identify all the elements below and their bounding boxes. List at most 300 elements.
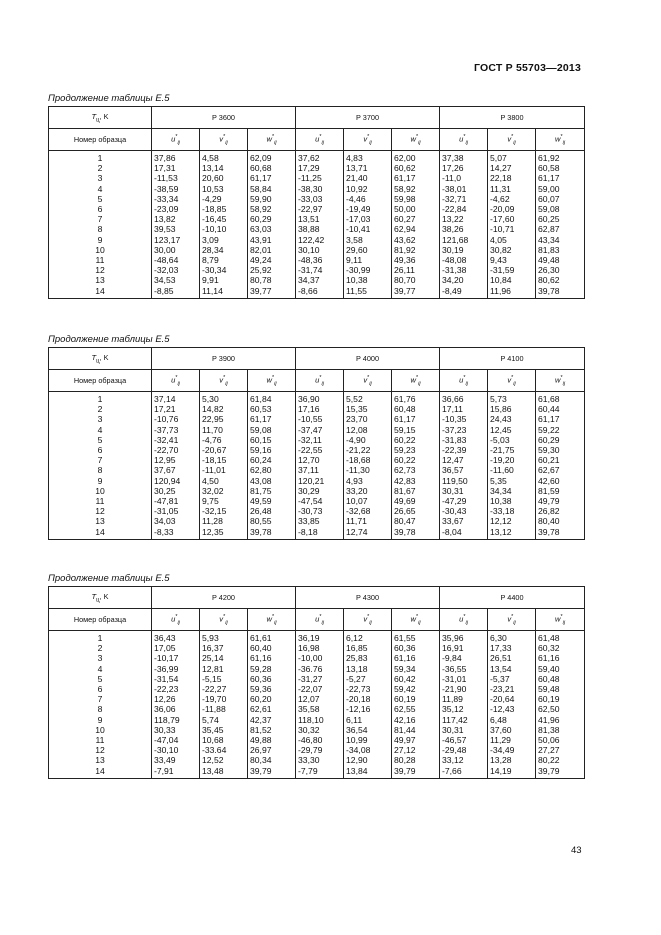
coordinate-value: 9,75: [200, 496, 248, 506]
coordinate-value: -32,11: [296, 435, 344, 445]
coordinate-value: 17,21: [152, 404, 200, 414]
sample-number: 3: [49, 414, 152, 424]
coordinate-value: -47,54: [296, 496, 344, 506]
sample-number: 8: [49, 465, 152, 475]
coordinate-value: -20,09: [488, 204, 536, 214]
coordinate-value: 14,19: [488, 766, 536, 779]
coordinate-header: $u^*_{ij}$: [440, 129, 488, 151]
coordinate-value: -10,17: [152, 653, 200, 663]
coordinate-header: $u^*_{ij}$: [440, 370, 488, 392]
coordinate-value: -31,05: [152, 506, 200, 516]
coordinate-value: -7,66: [440, 766, 488, 779]
coordinate-value: 60,22: [392, 435, 440, 445]
coordinate-value: -31,83: [440, 435, 488, 445]
coordinate-value: 58,92: [392, 184, 440, 194]
coord-symbol: v: [363, 374, 368, 384]
sample-number: 5: [49, 435, 152, 445]
coordinate-value: 60,21: [536, 455, 585, 465]
coordinate-value: 59,90: [248, 194, 296, 204]
coordinate-value: -32,41: [152, 435, 200, 445]
coordinate-value: -34,08: [344, 745, 392, 755]
coordinate-value: 50,00: [392, 204, 440, 214]
coordinate-value: 61,92: [536, 151, 585, 164]
coordinate-header: $u^*_{ij}$: [296, 609, 344, 631]
sample-number: 13: [49, 275, 152, 285]
coordinate-value: 29,60: [344, 245, 392, 255]
sample-number: 2: [49, 163, 152, 173]
coordinate-value: 60,22: [392, 455, 440, 465]
coordinate-value: 80,62: [536, 275, 585, 285]
coordinate-value: -10,71: [488, 224, 536, 234]
coordinate-value: 5,07: [488, 151, 536, 164]
coord-symbol: w: [555, 133, 561, 143]
coordinate-value: 118,79: [152, 715, 200, 725]
coordinate-value: -5,27: [344, 674, 392, 684]
coordinate-value: 49,69: [392, 496, 440, 506]
coordinate-value: -36,55: [440, 664, 488, 674]
coordinate-value: 39,78: [392, 527, 440, 540]
coordinate-value: 59,42: [392, 684, 440, 694]
coordinate-value: -8,66: [296, 286, 344, 299]
coordinate-value: 17,33: [488, 643, 536, 653]
sample-number-header: Номер образца: [49, 129, 152, 151]
coordinate-value: -8,85: [152, 286, 200, 299]
coordinate-value: 39,79: [536, 766, 585, 779]
coordinate-value: 30,19: [440, 245, 488, 255]
coordinate-value: -19,49: [344, 204, 392, 214]
coordinate-value: -30,73: [296, 506, 344, 516]
coordinate-value: 62,50: [536, 704, 585, 714]
coordinate-value: 9,11: [344, 255, 392, 265]
sample-number-header: Номер образца: [49, 370, 152, 392]
table-row: [49, 684, 585, 694]
coordinate-value: -16,45: [200, 214, 248, 224]
coordinate-value: -47,04: [152, 735, 200, 745]
coordinate-value: 16,85: [344, 643, 392, 653]
table-row: [49, 745, 585, 755]
coordinate-value: -11,53: [152, 173, 200, 183]
table-row: [49, 275, 585, 285]
temp-unit: , K: [99, 591, 109, 601]
coordinate-value: 81,59: [536, 486, 585, 496]
coordinate-value: 37,86: [152, 151, 200, 164]
coordinate-value: -37,47: [296, 425, 344, 435]
coordinate-value: 42,16: [392, 715, 440, 725]
coordinate-value: 33,20: [344, 486, 392, 496]
table-row: [49, 715, 585, 725]
coordinate-value: 11,55: [344, 286, 392, 299]
coordinate-value: 22,18: [488, 173, 536, 183]
coordinate-value: -19,70: [200, 694, 248, 704]
table-row: [49, 674, 585, 684]
table-row: [49, 224, 585, 234]
coord-symbol: u: [171, 133, 176, 143]
table-row: [49, 486, 585, 496]
coordinate-header: $w^*_{ij}$: [536, 129, 585, 151]
coordinate-value: 63,03: [248, 224, 296, 234]
coordinate-value: -10,76: [152, 414, 200, 424]
coordinate-value: 33,12: [440, 755, 488, 765]
table-row: [49, 694, 585, 704]
table-row: [49, 214, 585, 224]
coord-symbol: v: [507, 133, 512, 143]
coordinate-value: 13,18: [344, 664, 392, 674]
coordinate-value: 60,36: [248, 674, 296, 684]
coordinate-value: -30,34: [200, 265, 248, 275]
coordinate-value: 60,29: [248, 214, 296, 224]
coordinate-value: 16,37: [200, 643, 248, 653]
coordinate-value: 61,16: [248, 653, 296, 663]
coordinate-value: 4,58: [200, 151, 248, 164]
coordinate-value: 62,73: [392, 465, 440, 475]
coordinate-value: -17,03: [344, 214, 392, 224]
coordinate-value: 12,45: [488, 425, 536, 435]
coordinate-value: 11,70: [200, 425, 248, 435]
coordinate-value: 4,50: [200, 476, 248, 486]
coordinate-value: 16,91: [440, 643, 488, 653]
coordinate-value: 60,19: [536, 694, 585, 704]
coordinate-header: $w^*_{ij}$: [392, 370, 440, 392]
coordinate-value: 60,62: [392, 163, 440, 173]
sample-number: 10: [49, 245, 152, 255]
table-row: [49, 404, 585, 414]
coordinate-value: -9,84: [440, 653, 488, 663]
coordinate-value: 27,27: [536, 745, 585, 755]
coordinate-header: $u^*_{ij}$: [152, 609, 200, 631]
coordinate-header: $v^*_{ij}$: [488, 609, 536, 631]
coordinate-value: -4,90: [344, 435, 392, 445]
coordinate-value: 80,70: [392, 275, 440, 285]
coordinate-value: -23,09: [152, 204, 200, 214]
table-row: [49, 643, 585, 653]
coordinate-value: 8,79: [200, 255, 248, 265]
sample-number: 4: [49, 664, 152, 674]
coordinate-value: -33,34: [152, 194, 200, 204]
coord-subscript: ij: [513, 139, 516, 146]
coordinate-value: 50,06: [536, 735, 585, 745]
coordinate-value: 17,16: [296, 404, 344, 414]
coordinate-header: $v^*_{ij}$: [488, 370, 536, 392]
coordinate-value: -30,99: [344, 265, 392, 275]
coordinate-value: 120,94: [152, 476, 200, 486]
coord-subscript: ij: [562, 619, 566, 626]
coordinate-header: $u^*_{ij}$: [440, 609, 488, 631]
coordinate-value: 5,35: [488, 476, 536, 486]
coordinate-value: 119,50: [440, 476, 488, 486]
coordinate-header: $u^*_{ij}$: [296, 129, 344, 151]
coordinate-value: -23,21: [488, 684, 536, 694]
coordinate-value: 120,21: [296, 476, 344, 486]
coordinate-value: 12,90: [344, 755, 392, 765]
coordinate-value: 62,87: [536, 224, 585, 234]
coordinate-value: 26,51: [488, 653, 536, 663]
coordinate-value: 13,22: [440, 214, 488, 224]
temp-subscript: ц: [96, 117, 100, 124]
coordinate-value: 30,10: [296, 245, 344, 255]
sample-number: 11: [49, 735, 152, 745]
coordinate-value: -32,71: [440, 194, 488, 204]
coordinate-value: -21,75: [488, 445, 536, 455]
temp-symbol: T: [91, 352, 97, 362]
coordinate-value: -31,01: [440, 674, 488, 684]
coordinate-value: 60,48: [536, 674, 585, 684]
coordinate-value: 62,00: [392, 151, 440, 164]
group-header: P 3800: [440, 107, 585, 129]
coordinate-value: -31,27: [296, 674, 344, 684]
coordinate-value: 80,47: [392, 516, 440, 526]
table-row: [49, 184, 585, 194]
coordinate-value: 11,31: [488, 184, 536, 194]
coordinate-value: 30,32: [296, 725, 344, 735]
coordinate-value: 13,51: [296, 214, 344, 224]
coordinate-value: -20,18: [344, 694, 392, 704]
coordinate-value: -18,68: [344, 455, 392, 465]
coord-subscript: ij: [369, 380, 372, 387]
coordinate-value: 60,25: [536, 214, 585, 224]
sample-number: 13: [49, 516, 152, 526]
coordinate-value: 80,22: [536, 755, 585, 765]
coordinate-value: 59,15: [392, 425, 440, 435]
coordinate-value: 12,47: [440, 455, 488, 465]
coordinate-value: 60,48: [392, 404, 440, 414]
table-row: [49, 425, 585, 435]
coordinate-header: $u^*_{ij}$: [152, 129, 200, 151]
coordinate-value: 16,98: [296, 643, 344, 653]
coordinate-value: -38,59: [152, 184, 200, 194]
coordinate-value: 37,14: [152, 392, 200, 405]
coordinate-value: -20,67: [200, 445, 248, 455]
coordinate-value: 42,83: [392, 476, 440, 486]
coordinate-value: -10,35: [440, 414, 488, 424]
table-row: [49, 194, 585, 204]
coordinate-value: 60,29: [536, 435, 585, 445]
coordinate-value: 12,70: [296, 455, 344, 465]
data-table: [48, 106, 585, 299]
coordinate-value: 26,65: [392, 506, 440, 516]
coordinate-value: 59,28: [248, 664, 296, 674]
coordinate-value: 34,53: [152, 275, 200, 285]
coordinate-value: 123,17: [152, 235, 200, 245]
coordinate-value: 36,06: [152, 704, 200, 714]
coordinate-header: $v^*_{ij}$: [344, 370, 392, 392]
sample-number: 2: [49, 404, 152, 414]
coord-symbol: w: [410, 613, 416, 623]
coordinate-value: 81,44: [392, 725, 440, 735]
coordinate-value: 12,08: [344, 425, 392, 435]
coordinate-header: $u^*_{ij}$: [152, 370, 200, 392]
coord-symbol: u: [459, 133, 464, 143]
table-caption: Продолжение таблицы Е.5: [48, 334, 170, 345]
coordinate-header: $v^*_{ij}$: [200, 129, 248, 151]
coordinate-value: -48,36: [296, 255, 344, 265]
coordinate-value: -31,38: [440, 265, 488, 275]
coordinate-header: $v^*_{ij}$: [344, 129, 392, 151]
coordinate-value: -10,10: [200, 224, 248, 234]
coordinate-value: 13,84: [344, 766, 392, 779]
coordinate-value: 59,16: [248, 445, 296, 455]
coordinate-value: -10,00: [296, 653, 344, 663]
coordinate-value: -31,59: [488, 265, 536, 275]
coordinate-value: 6,48: [488, 715, 536, 725]
coordinate-value: -4,46: [344, 194, 392, 204]
coordinate-value: 41,96: [536, 715, 585, 725]
sample-number: 4: [49, 425, 152, 435]
coordinate-value: -5,03: [488, 435, 536, 445]
coordinate-value: 37,11: [296, 465, 344, 475]
coordinate-value: -11,01: [200, 465, 248, 475]
coordinate-value: -5,15: [200, 674, 248, 684]
coordinate-value: -37,23: [440, 425, 488, 435]
coord-subscript: ij: [225, 380, 228, 387]
coord-symbol: u: [315, 613, 320, 623]
coordinate-value: 30,33: [152, 725, 200, 735]
coordinate-value: 17,05: [152, 643, 200, 653]
coordinate-value: 42,60: [536, 476, 585, 486]
table-row: [49, 735, 585, 745]
coordinate-value: -7,79: [296, 766, 344, 779]
coord-symbol: w: [266, 133, 272, 143]
sample-number: 14: [49, 286, 152, 299]
table-row: [49, 527, 585, 540]
coordinate-value: 12,26: [152, 694, 200, 704]
coordinate-value: -12,43: [488, 704, 536, 714]
coordinate-value: -11,30: [344, 465, 392, 475]
coord-subscript: ij: [177, 619, 180, 626]
coordinate-value: 62,61: [248, 704, 296, 714]
coordinate-header: $v^*_{ij}$: [200, 609, 248, 631]
coordinate-value: 17,11: [440, 404, 488, 414]
coordinate-value: -18,15: [200, 455, 248, 465]
sample-number: 7: [49, 694, 152, 704]
coordinate-value: -5,37: [488, 674, 536, 684]
coordinate-value: 61,17: [536, 173, 585, 183]
coordinate-value: 4,05: [488, 235, 536, 245]
coordinate-value: 60,15: [248, 435, 296, 445]
coord-symbol: w: [410, 133, 416, 143]
coord-symbol: v: [219, 613, 224, 623]
coordinate-value: 80,78: [248, 275, 296, 285]
coordinate-value: 11,28: [200, 516, 248, 526]
coordinate-value: 60,32: [536, 643, 585, 653]
coordinate-value: 42,37: [248, 715, 296, 725]
coord-symbol: u: [315, 133, 320, 143]
coordinate-value: -4,76: [200, 435, 248, 445]
coordinate-value: 39,77: [392, 286, 440, 299]
coordinate-value: 26,30: [536, 265, 585, 275]
coordinate-value: 12,95: [152, 455, 200, 465]
coordinate-value: 49,36: [392, 255, 440, 265]
sample-number: 10: [49, 725, 152, 735]
data-table: [48, 586, 585, 779]
coordinate-value: 60,58: [536, 163, 585, 173]
sample-number: 2: [49, 643, 152, 653]
table-row: [49, 516, 585, 526]
coordinate-value: 59,34: [392, 664, 440, 674]
coordinate-value: -36,99: [152, 664, 200, 674]
coordinate-value: 10,38: [344, 275, 392, 285]
sample-number: 3: [49, 173, 152, 183]
coordinate-value: 10,38: [488, 496, 536, 506]
coordinate-value: 61,17: [536, 414, 585, 424]
coordinate-value: 60,27: [392, 214, 440, 224]
temp-subscript: ц: [96, 358, 100, 365]
coord-subscript: ij: [321, 380, 324, 387]
coord-symbol: v: [363, 133, 368, 143]
coord-subscript: ij: [418, 380, 421, 387]
coordinate-value: 60,07: [536, 194, 585, 204]
coordinate-value: 10,68: [200, 735, 248, 745]
coord-symbol: w: [410, 374, 416, 384]
coordinate-value: -33,03: [296, 194, 344, 204]
coordinate-value: 61,17: [248, 173, 296, 183]
coordinate-value: 12,52: [200, 755, 248, 765]
coordinate-value: -30,10: [152, 745, 200, 755]
coordinate-header: $v^*_{ij}$: [488, 129, 536, 151]
temperature-header: [49, 107, 152, 129]
coordinate-value: -22,07: [296, 684, 344, 694]
coordinate-header: $v^*_{ij}$: [344, 609, 392, 631]
coord-symbol: w: [266, 374, 272, 384]
table-row: [49, 255, 585, 265]
coordinate-value: 11,89: [440, 694, 488, 704]
coordinate-value: 59,40: [536, 664, 585, 674]
coord-subscript: ij: [465, 619, 468, 626]
coordinate-value: 122,42: [296, 235, 344, 245]
coord-symbol: v: [507, 374, 512, 384]
coordinate-value: 26,11: [392, 265, 440, 275]
coordinate-value: 3,09: [200, 235, 248, 245]
coordinate-value: 59,30: [536, 445, 585, 455]
sample-number: 14: [49, 766, 152, 779]
coordinate-value: 37,38: [440, 151, 488, 164]
coordinate-value: 27,12: [392, 745, 440, 755]
coordinate-value: 61,68: [536, 392, 585, 405]
coordinate-value: 81,67: [392, 486, 440, 496]
coordinate-value: 61,17: [392, 173, 440, 183]
coordinate-value: 62,67: [536, 465, 585, 475]
coordinate-value: 12,74: [344, 527, 392, 540]
coordinate-value: -29,48: [440, 745, 488, 755]
table-row: [49, 414, 585, 424]
coordinate-value: -46,80: [296, 735, 344, 745]
coordinate-value: -37,73: [152, 425, 200, 435]
table-row: [49, 506, 585, 516]
coordinate-value: -10,41: [344, 224, 392, 234]
coord-symbol: u: [171, 613, 176, 623]
coordinate-value: 38,88: [296, 224, 344, 234]
temp-unit: , K: [99, 111, 109, 121]
coordinate-value: -7,91: [152, 766, 200, 779]
coordinate-value: 6,11: [344, 715, 392, 725]
coordinate-value: 14,27: [488, 163, 536, 173]
coord-subscript: ij: [274, 619, 277, 626]
table-row: [49, 455, 585, 465]
coord-symbol: w: [266, 613, 272, 623]
coordinate-value: 43,08: [248, 476, 296, 486]
document-code: ГОСТ Р 55703—2013: [473, 62, 581, 74]
coordinate-value: 4,93: [344, 476, 392, 486]
coordinate-value: 59,22: [536, 425, 585, 435]
coordinate-value: 39,78: [536, 527, 585, 540]
coordinate-value: 62,94: [392, 224, 440, 234]
coord-subscript: ij: [177, 139, 180, 146]
coordinate-value: 49,79: [536, 496, 585, 506]
sample-number: 3: [49, 653, 152, 663]
sample-number: 9: [49, 715, 152, 725]
coordinate-header: $w^*_{ij}$: [248, 129, 296, 151]
table-row: [49, 204, 585, 214]
table-row: [49, 664, 585, 674]
